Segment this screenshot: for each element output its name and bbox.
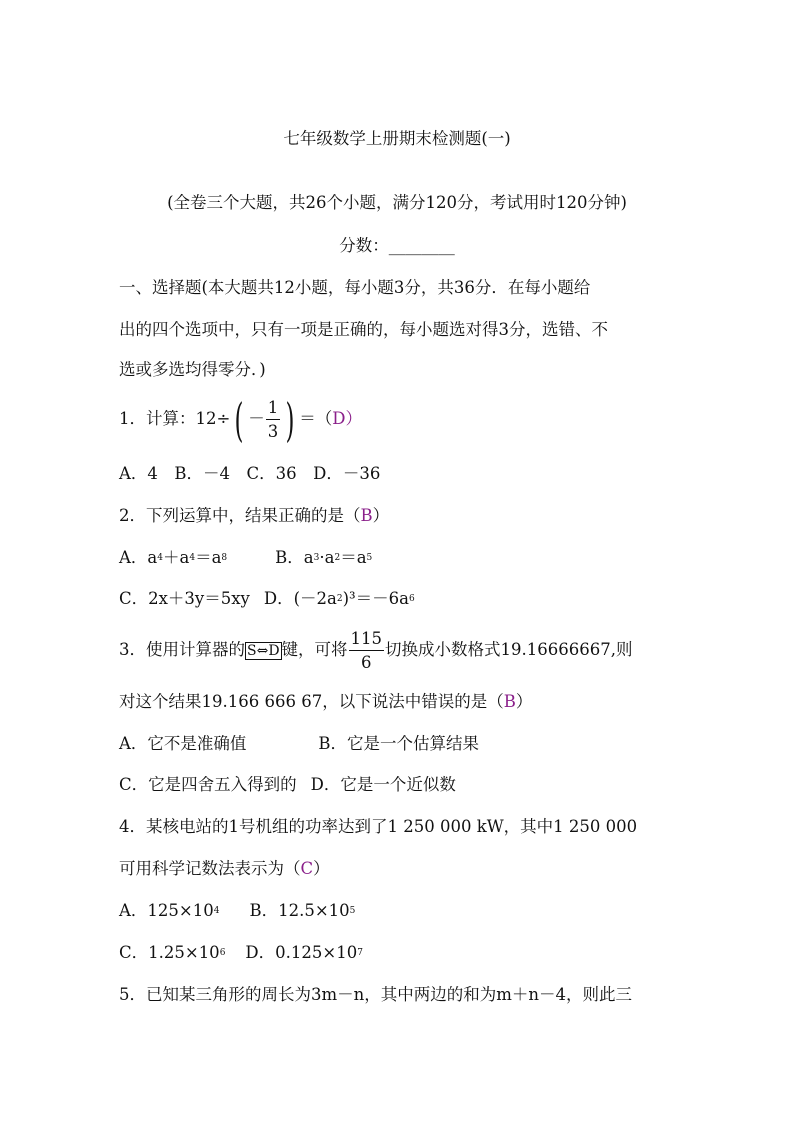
score-line xyxy=(0,238,794,255)
q4-line1: 4．某核电站的1号机组的功率达到了1 250 000 kW，其中1 250 000 xyxy=(119,817,638,836)
q3-stem-b: 键，可将 xyxy=(281,640,348,659)
page-title: 七年级数学上册期末检测题(一) xyxy=(283,129,511,148)
q1-numerator: 1 xyxy=(266,399,281,419)
q3-stem-c: 切换成小数格式19.16666667,则 xyxy=(385,640,633,659)
q2-options-ab xyxy=(119,550,372,567)
question-1 xyxy=(119,392,362,447)
q1-answer: D xyxy=(332,409,346,428)
q3-line2: 对这个结果19.166 666 67，以下说法中错误的是（B） xyxy=(119,692,533,711)
q3-option-a: A．它不是准确值 xyxy=(119,734,247,753)
q3-option-c: C．它是四舍五入得到的 xyxy=(119,775,297,794)
question-3 xyxy=(119,628,633,672)
q3-stem-a: 3．使用计算器的 xyxy=(119,640,245,659)
section1-line2: 出的四个选项中，只有一项是正确的，每小题选对得3分，选错、不 xyxy=(119,320,608,339)
q1-equals: ＝（ xyxy=(299,409,333,428)
q1-options: A．4 B．－4 C．36 D．－36 xyxy=(119,464,381,483)
q2-option-b: B．$a^3\cdot a^2=a^5$ xyxy=(275,548,373,567)
section1-line1: 一、选择题(本大题共12小题，每小题3分，共36分．在每小题给 xyxy=(119,278,591,297)
q2-answer: B xyxy=(360,506,373,525)
q3-option-d: D．它是一个近似数 xyxy=(310,775,456,794)
q2-close: ） xyxy=(372,506,390,525)
q3-answer: B xyxy=(503,692,516,711)
q4-option-d: D．$0.125\times 10^7$ xyxy=(245,943,363,962)
q3-fraction xyxy=(349,630,385,671)
score-blank: ________ xyxy=(388,236,455,255)
q1-close: ） xyxy=(345,409,362,428)
q3-denominator: 6 xyxy=(361,652,372,672)
q1-denominator: 3 xyxy=(267,421,279,441)
q4-options-ab xyxy=(119,903,355,920)
right-paren: ) xyxy=(285,392,295,447)
section1-line3: 选或多选均得零分．) xyxy=(119,360,266,379)
q5-line1: 5．已知某三角形的周长为3m－n，其中两边的和为m＋n－4，则此三 xyxy=(119,985,633,1004)
q1-fraction xyxy=(266,399,281,440)
q2-stem: 2．下列运算中，结果正确的是（ xyxy=(119,506,361,525)
q1-minus: － xyxy=(248,409,265,428)
q3-options-cd xyxy=(119,777,456,794)
q4-line2: 可用科学记数法表示为（C） xyxy=(119,859,330,878)
left-paren: ( xyxy=(234,392,244,447)
q2-options-cd xyxy=(119,591,415,608)
q3-option-b: B．它是一个估算结果 xyxy=(318,734,480,753)
q2-option-a: A．$a^4+a^4=a^8$ xyxy=(119,548,228,567)
q4-option-b: B．$12.5\times 10^5$ xyxy=(249,901,356,920)
question-2 xyxy=(119,508,389,525)
q2-option-c: C．2x＋3y＝5xy xyxy=(119,589,250,608)
q2-option-d: D．$(-2a^2)^3=-6a^6$ xyxy=(263,589,415,608)
q4-options-cd xyxy=(119,945,363,962)
q1-stem: 1．计算：12÷ xyxy=(119,409,231,428)
q4-option-c: C．$1.25\times 10^6$ xyxy=(119,943,226,962)
score-label: 分数： xyxy=(339,236,389,255)
s-d-key-icon: S⇔D xyxy=(247,642,280,659)
q3-numerator: 115 xyxy=(349,630,385,650)
exam-info: (全卷三个大题，共26个小题，满分120分，考试用时120分钟) xyxy=(167,193,627,212)
q4-answer: C xyxy=(300,859,314,878)
q4-option-a: A．$125\times 10^4$ xyxy=(119,901,220,920)
q3-options-ab xyxy=(119,736,479,753)
